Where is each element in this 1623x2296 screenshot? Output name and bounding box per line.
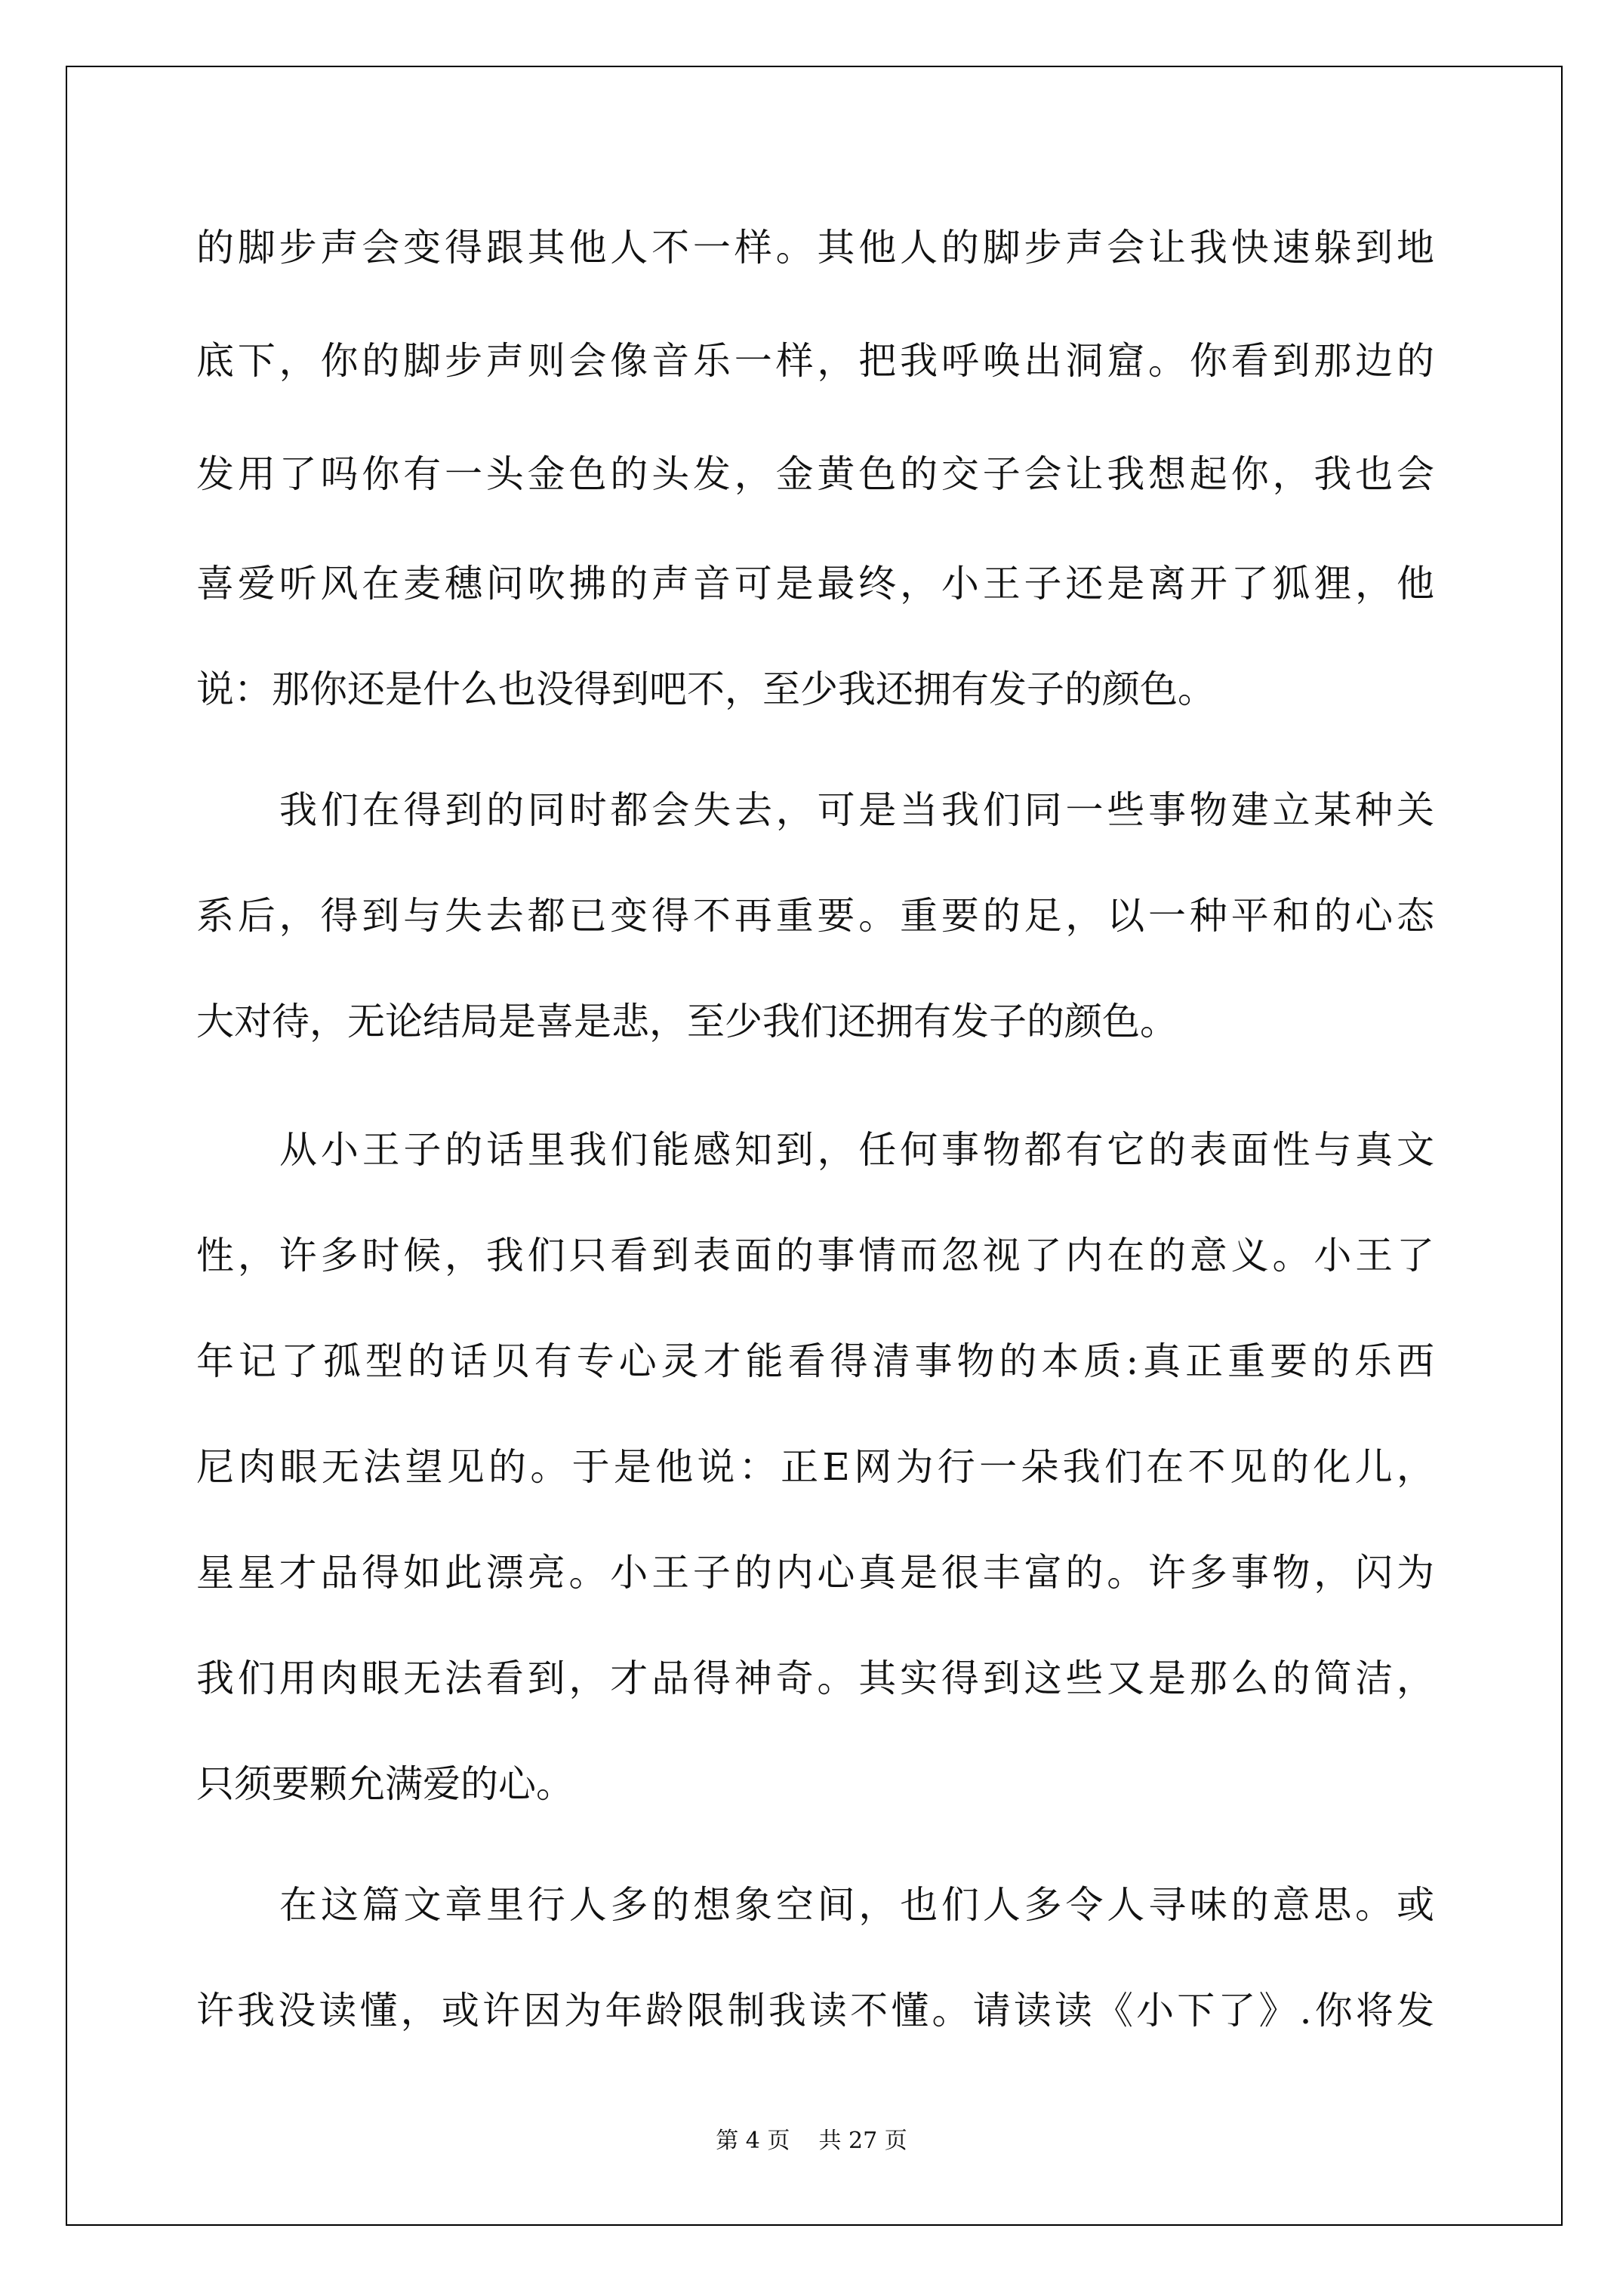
page-number-footer: 第 4 页 共 27 页 — [716, 2128, 907, 2154]
text-line-2: 底下，你的脚步声则会像音乐一样，把我呼唤出洞窟。你看到那边的 — [196, 339, 1434, 383]
text-line-15: 只须要颗允满爱的心。 — [196, 1762, 574, 1806]
text-line-9: 从小王子的话里我们能感知到，任何事物都有它的表面性与真文 — [279, 1128, 1434, 1172]
text-line-10: 性，许多时候，我们只看到表面的事情而忽视了内在的意义。小王了 — [196, 1234, 1434, 1277]
text-line-4: 喜爱听风在麦穗问吹拂的声音可是最终，小王子还是离开了狐狸，他 — [196, 562, 1434, 606]
text-line-13: 星星才品得如此漂亮。小王子的内心真是很丰富的。许多事物，闪为 — [196, 1551, 1434, 1595]
text-line-11: 年记了孤型的话贝有专心灵才能看得清事物的本质:真正重要的乐西 — [196, 1339, 1434, 1383]
text-line-7: 系后，得到与失去都已变得不再重要。重要的足，以一种平和的心态 — [196, 894, 1434, 938]
text-line-8: 大对待，无论结局是喜是悲，至少我们还拥有发子的颜色。 — [196, 1000, 1178, 1043]
text-line-3: 发用了吗你有一头金色的头发，金黄色的交子会让我想起你，我也会 — [196, 452, 1434, 496]
text-line-17: 许我没读懂，或许因为年龄限制我读不懂。请读读《小下了》.你将发 — [196, 1989, 1434, 2032]
text-line-12: 尼肉眼无法望见的。于是他说：正E网为行一朵我们在不见的化儿， — [196, 1445, 1434, 1489]
text-line-6: 我们在得到的同时都会失去，可是当我们同一些事物建立某种关 — [279, 788, 1434, 832]
text-line-1: 的脚步声会变得跟其他人不一样。其他人的脚步声会让我快速躲到地 — [196, 226, 1434, 270]
text-line-5: 说：那你还是什么也没得到吧不，至少我还拥有发子的颜色。 — [196, 667, 1215, 711]
text-line-16: 在这篇文章里行人多的想象空间，也们人多令人寻味的意思。或 — [279, 1883, 1434, 1927]
text-line-14: 我们用肉眼无法看到，才品得神奇。其实得到这些又是那么的简洁， — [196, 1657, 1434, 1700]
